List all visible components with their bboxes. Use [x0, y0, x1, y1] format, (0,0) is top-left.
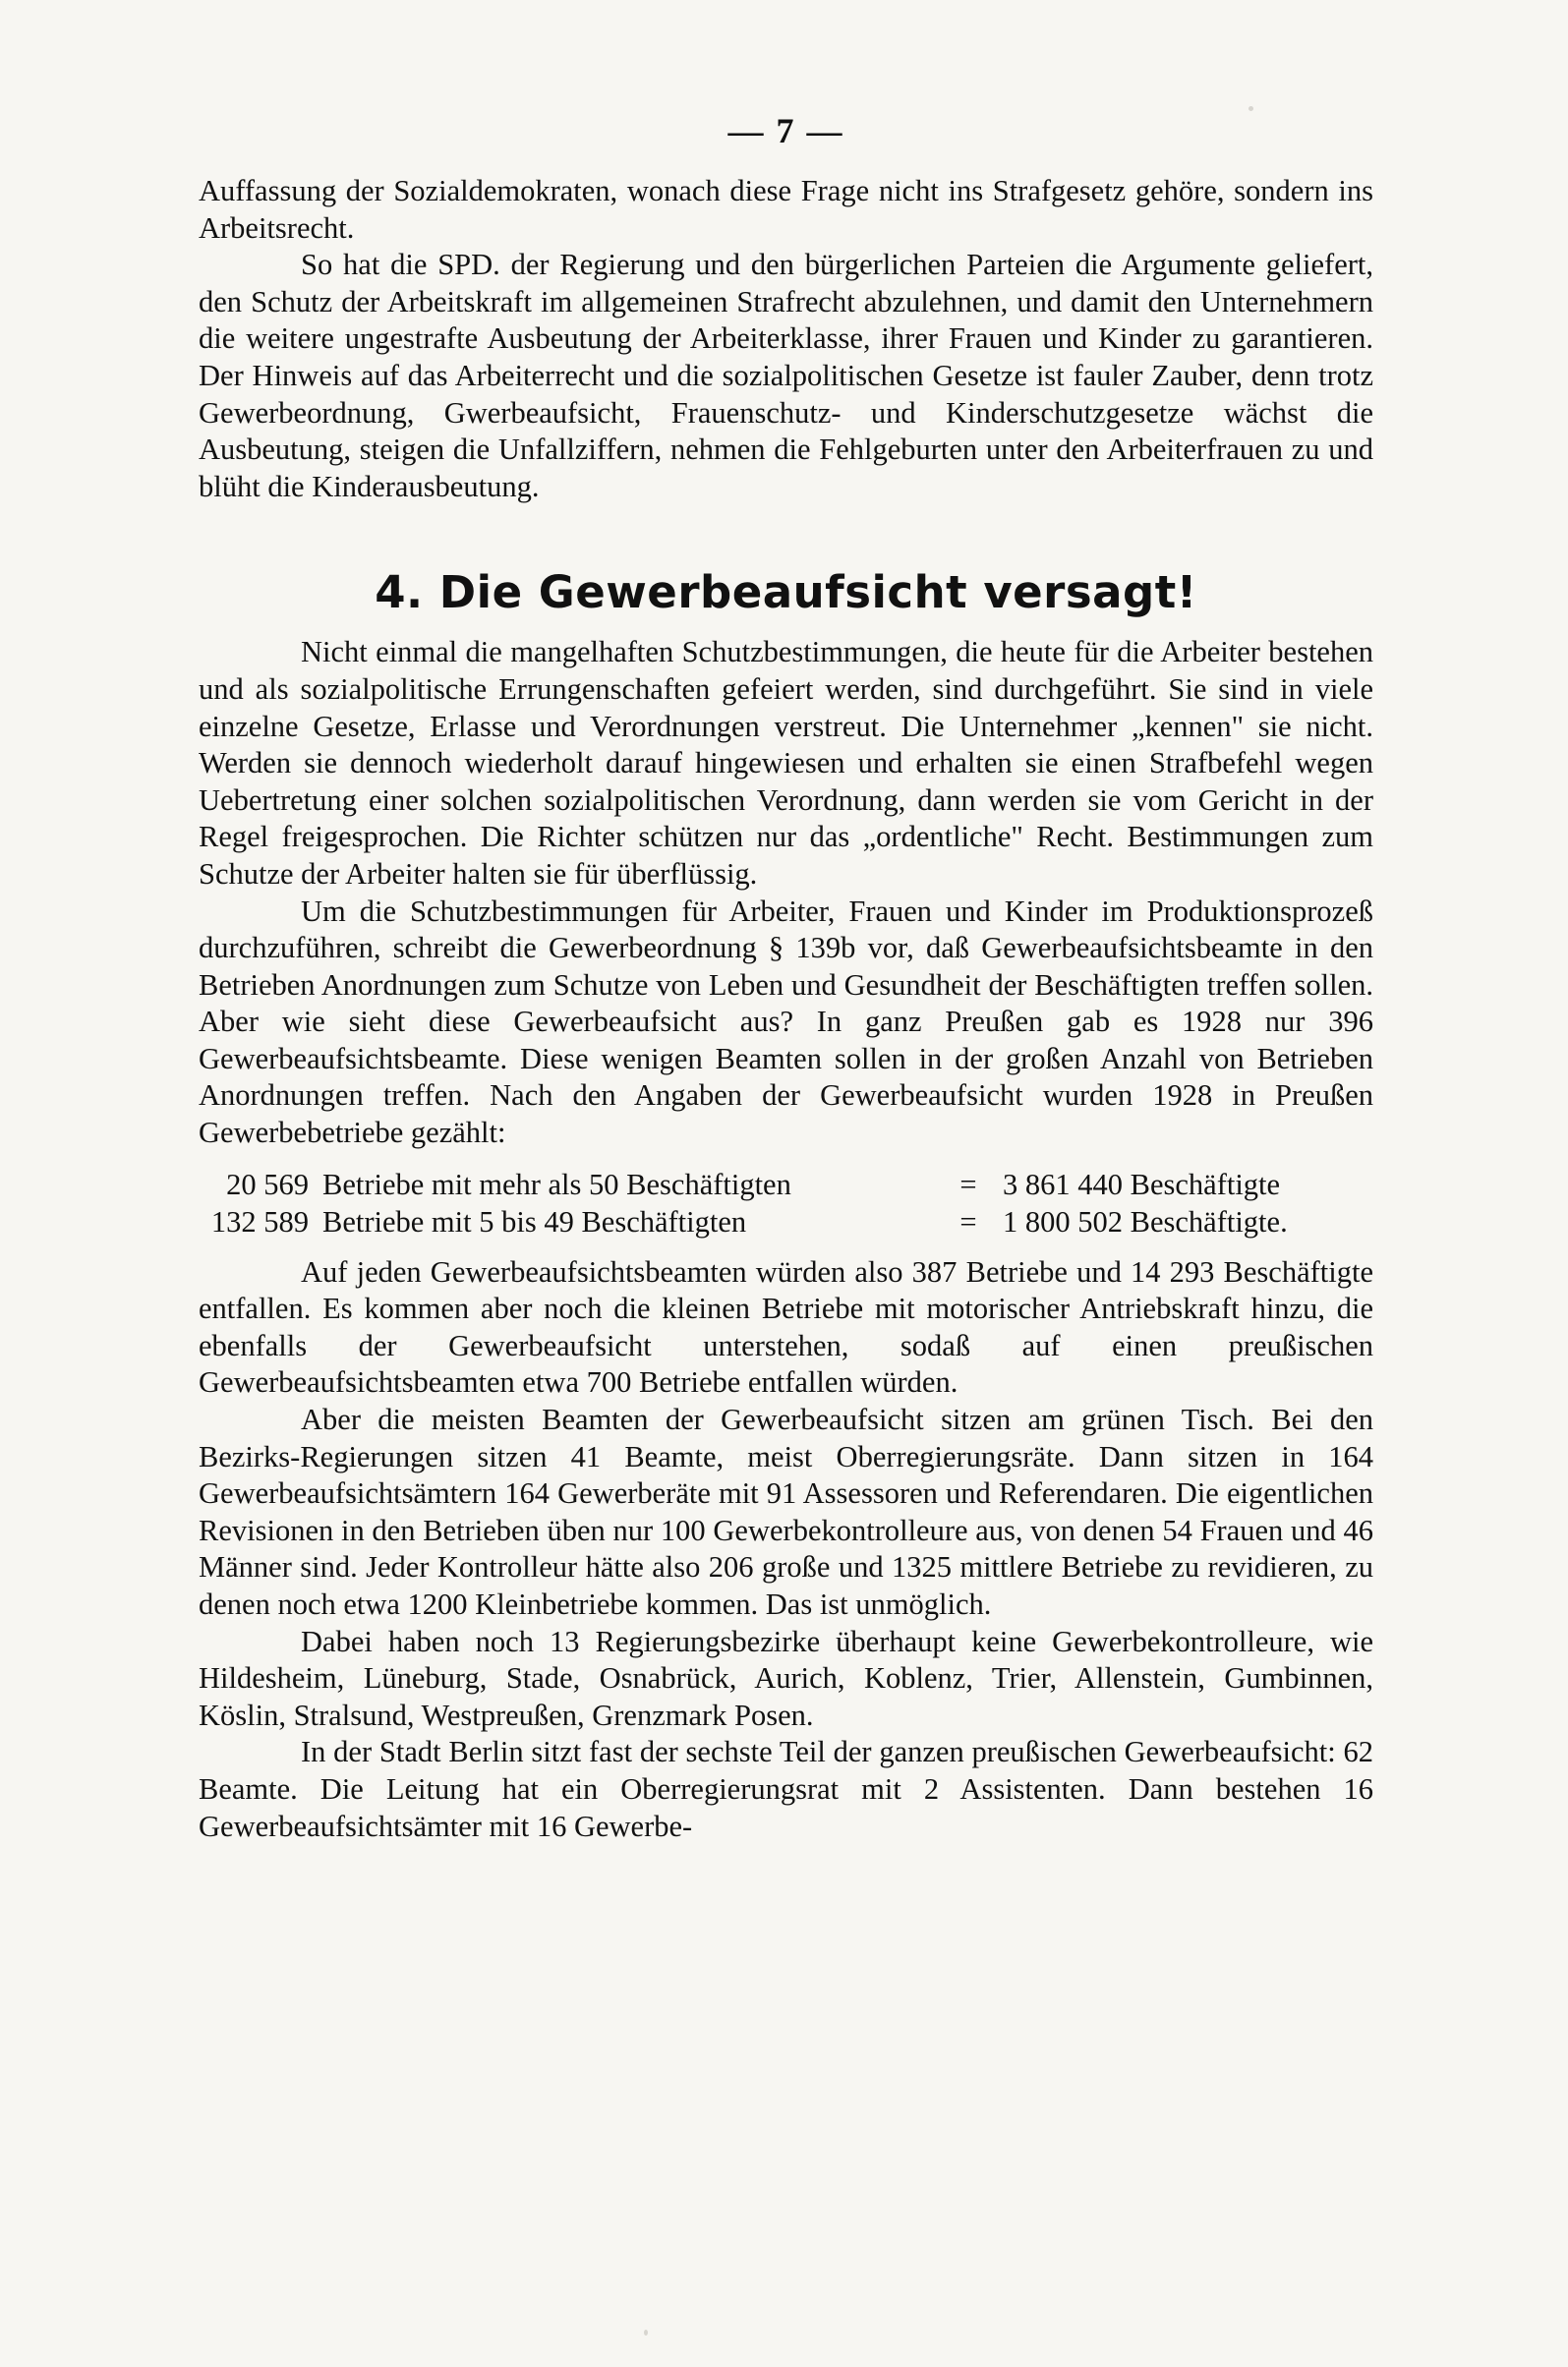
stat-description: Betriebe mit mehr als 50 Beschäftigten [322, 1167, 791, 1201]
paragraph-intro: Auffassung der Sozialdemokraten, wonach diese Frage nicht ins Strafgesetz gehöre, sondern ins Arbeitsrecht. [199, 174, 1373, 245]
stat-count: 132 589 [210, 1204, 309, 1239]
paper-speck [1249, 106, 1253, 111]
paragraph-section-2: Um die Schutzbestimmungen für Arbeiter, Frauen und Kinder im Produktionsprozeß durchzuführen, schreibt die Gewerbeordnung § 139b vor, daß Gewerbeaufsichtsbeamte in den Betrieben Anordnungen zum Schutze von Leben und Gesundheit der Beschäftigten treffen sollen. Aber wie sieht diese Gewerbeaufsicht aus? In ganz Preußen gab es 1928 nur 396 Gewerbeaufsichtsbeamte. Diese wenigen Beamten sollen in der großen Anzahl von Betrieben Anordnungen treffen. Nach den Angaben der Gewerbeaufsicht wurden 1928 in Preußen Gewerbebetriebe gezählt: [199, 894, 1373, 1150]
paragraph-spd: So hat die SPD. der Regierung und den bürgerlichen Parteien die Argumente geliefert, den Schutz der Arbeitskraft im allgemeinen Strafrecht abzulehnen, und damit den Unternehmern die weitere ungestrafte Ausbeutung der Arbeiterklasse, ihrer Frauen und Kinder zu garantieren. Der Hinweis auf das Arbeiterrecht und die sozialpolitischen Gesetze ist fauler Zauber, denn trotz Gewerbeordnung, Gwerbeaufsicht, Frauenschutz- und Kinderschutzgesetze wächst die Ausbeutung, steigen die Unfallziffern, nehmen die Fehlgeburten unter den Arbeiterfrauen zu und blüht die Kinderausbeutung. [199, 248, 1373, 503]
page-number: — 7 — [727, 111, 844, 150]
stat-count: 20 569 [226, 1167, 309, 1201]
stat-result: 1 800 502 Beschäftigte. [1003, 1204, 1288, 1239]
paragraph-green-table: Aber die meisten Beamten der Gewerbeaufsicht sitzen am grünen Tisch. Bei den Bezirks-Regierungen sitzen 41 Beamte, meist Oberregierungsräte. Dann sitzen in 164 Gewerbeaufsichtsämtern 164 Gewerberäte mit 91 Assessoren und Referendaren. Die eigentlichen Revisionen in den Betrieben üben nur 100 Gewerbekontrolleure aus, von denen 54 Frauen und 46 Männer sind. Jeder Kontrolleur hätte also 206 große und 1325 mittlere Betriebe zu revidieren, zu denen noch etwa 1200 Kleinbetriebe kommen. Das ist unmöglich. [199, 1403, 1373, 1621]
stat-description: Betriebe mit 5 bis 49 Beschäftigten [322, 1204, 747, 1239]
statistics-table [189, 1166, 1373, 1241]
equals-sign: = [959, 1167, 977, 1201]
paragraph-section-1: Nicht einmal die mangelhaften Schutzbestimmungen, die heute für die Arbeiter bestehen und als sozialpolitische Errungenschaften gefeiert werden, sind durchgeführt. Sie sind in viele einzelne Gesetze, Erlasse und Verordnungen verstreut. Die Unternehmer „kennen" sie nicht. Werden sie dennoch wiederholt darauf hingewiesen und erhalten sie einen Strafbefehl wegen Uebertretung einer solchen sozialpolitischen Verordnung, dann werden sie vom Gericht in der Regel freigesprochen. Die Richter schützen nur das „ordentliche" Recht. Bestimmungen zum Schutze der Arbeiter halten sie für überflüssig. [199, 635, 1373, 891]
section-heading: 4. Die Gewerbeaufsicht versagt! [375, 566, 1197, 619]
statistics-row [189, 1166, 1373, 1203]
statistics-row [189, 1203, 1373, 1241]
stat-result: 3 861 440 Beschäftigte [1003, 1167, 1281, 1201]
equals-sign: = [959, 1204, 977, 1239]
paper-speck [644, 2330, 648, 2336]
paragraph-berlin: In der Stadt Berlin sitzt fast der sechste Teil der ganzen preußischen Gewerbeaufsicht: 62 Beamte. Die Leitung hat ein Oberregierungsrat mit 2 Assistenten. Dann bestehen 16 Gewerbeaufsichtsämter mit 16 Gewerbe- [199, 1735, 1373, 1843]
paragraph-districts: Dabei haben noch 13 Regierungsbezirke überhaupt keine Gewerbekontrolleure, wie Hildesheim, Lüneburg, Stade, Osnabrück, Aurich, Koblenz, Trier, Allenstein, Gumbinnen, Köslin, Stralsund, Westpreußen, Grenzmark Posen. [199, 1624, 1373, 1732]
paragraph-per-official: Auf jeden Gewerbeaufsichtsbeamten würden also 387 Betriebe und 14 293 Beschäftigte entfallen. Es kommen aber noch die kleinen Betriebe mit motorischer Antriebskraft hinzu, die ebenfalls der Gewerbeaufsicht unterstehen, sodaß auf einen preußischen Gewerbeaufsichtsbeamten etwa 700 Betriebe entfallen würden. [199, 1254, 1373, 1400]
